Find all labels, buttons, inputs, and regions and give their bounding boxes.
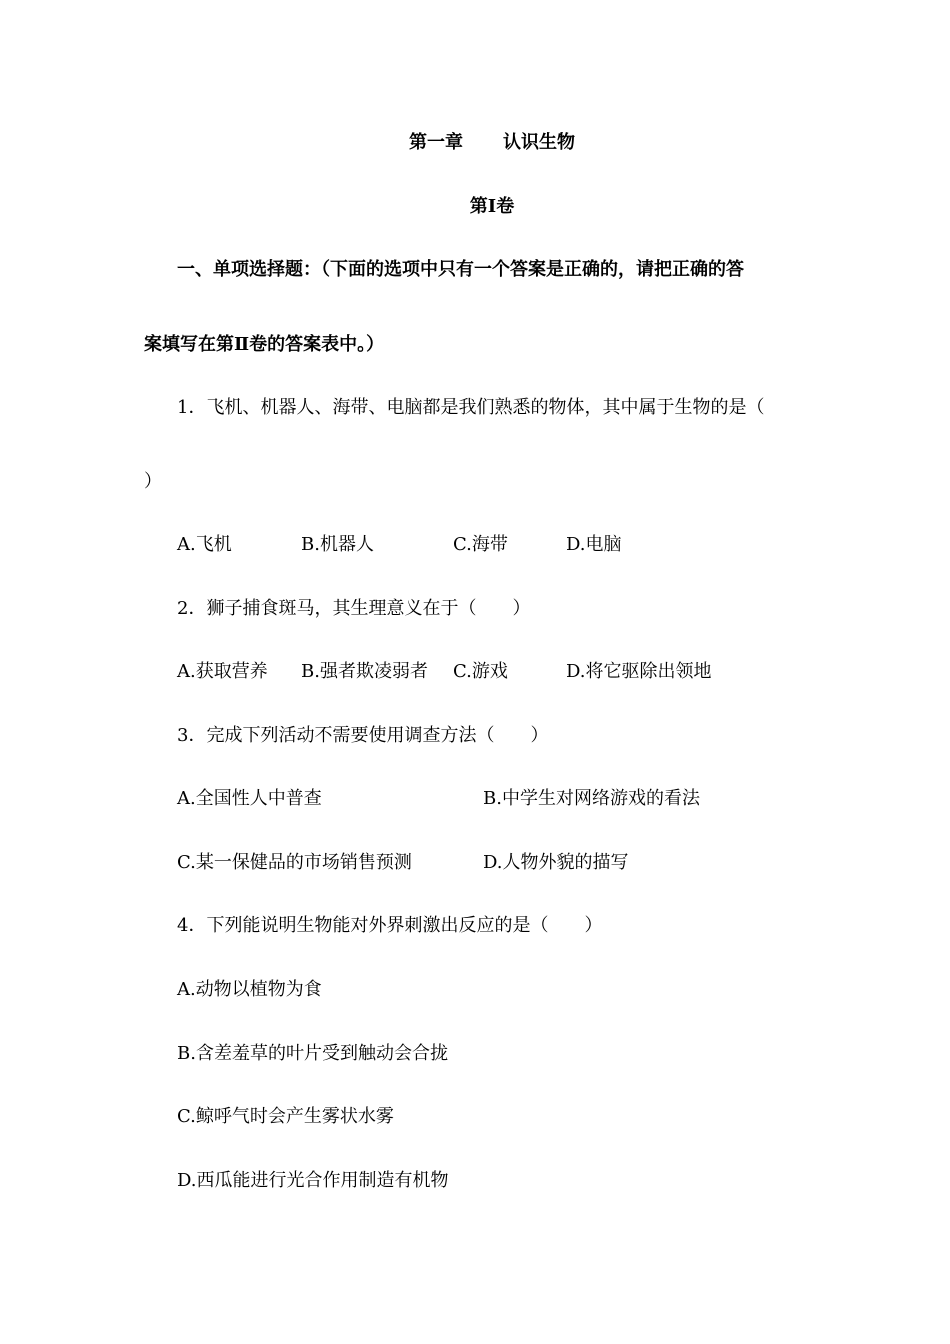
question-1-option-c: C.海带: [453, 534, 508, 555]
question-3-option-b: B.中学生对网络游戏的看法: [483, 788, 700, 809]
question-2-option-b: B.强者欺凌弱者: [301, 661, 428, 682]
section-heading-line1: 一、单项选择题：（下面的选项中只有一个答案是正确的，请把正确的答: [177, 259, 744, 280]
question-3-option-a: A.全国性人中普查: [177, 788, 322, 809]
question-1-stem-cont: ）: [144, 471, 162, 492]
question-3-option-c: C.某一保健品的市场销售预测: [177, 852, 412, 873]
question-3-stem: 3．完成下列活动不需要使用调查方法（ ）: [177, 725, 549, 746]
question-4-option-b: B.含差羞草的叶片受到触动会合拢: [177, 1043, 448, 1064]
chapter-title: [0, 131, 950, 155]
section-heading-line2: 案填写在第Ⅱ卷的答案表中。）: [144, 334, 385, 355]
question-4-stem: 4．下列能说明生物能对外界刺激出反应的是（ ）: [177, 915, 603, 936]
question-1-stem: 1．飞机、机器人、海带、电脑都是我们熟悉的物体，其中属于生物的是（: [177, 397, 765, 418]
chapter-name: 认识生物: [503, 132, 575, 153]
question-1-option-b: B.机器人: [301, 534, 374, 555]
question-2-option-a: A.获取营养: [177, 661, 268, 682]
question-4-option-d: D.西瓜能进行光合作用制造有机物: [177, 1170, 449, 1191]
question-2-stem: 2．狮子捕食斑马，其生理意义在于（ ）: [177, 598, 531, 619]
question-2-option-c: C.游戏: [453, 661, 508, 682]
question-3-option-d: D.人物外貌的描写: [483, 852, 629, 873]
question-1-option-a: A.飞机: [177, 534, 232, 555]
volume-title: 第Ⅰ卷: [469, 196, 515, 217]
chapter-number: 第一章: [409, 132, 463, 153]
question-1-option-d: D.电脑: [566, 534, 622, 555]
question-2-option-d: D.将它驱除出领地: [566, 661, 712, 682]
question-4-option-a: A.动物以植物为食: [177, 979, 322, 1000]
question-4-option-c: C.鲸呼气时会产生雾状水雾: [177, 1106, 394, 1127]
